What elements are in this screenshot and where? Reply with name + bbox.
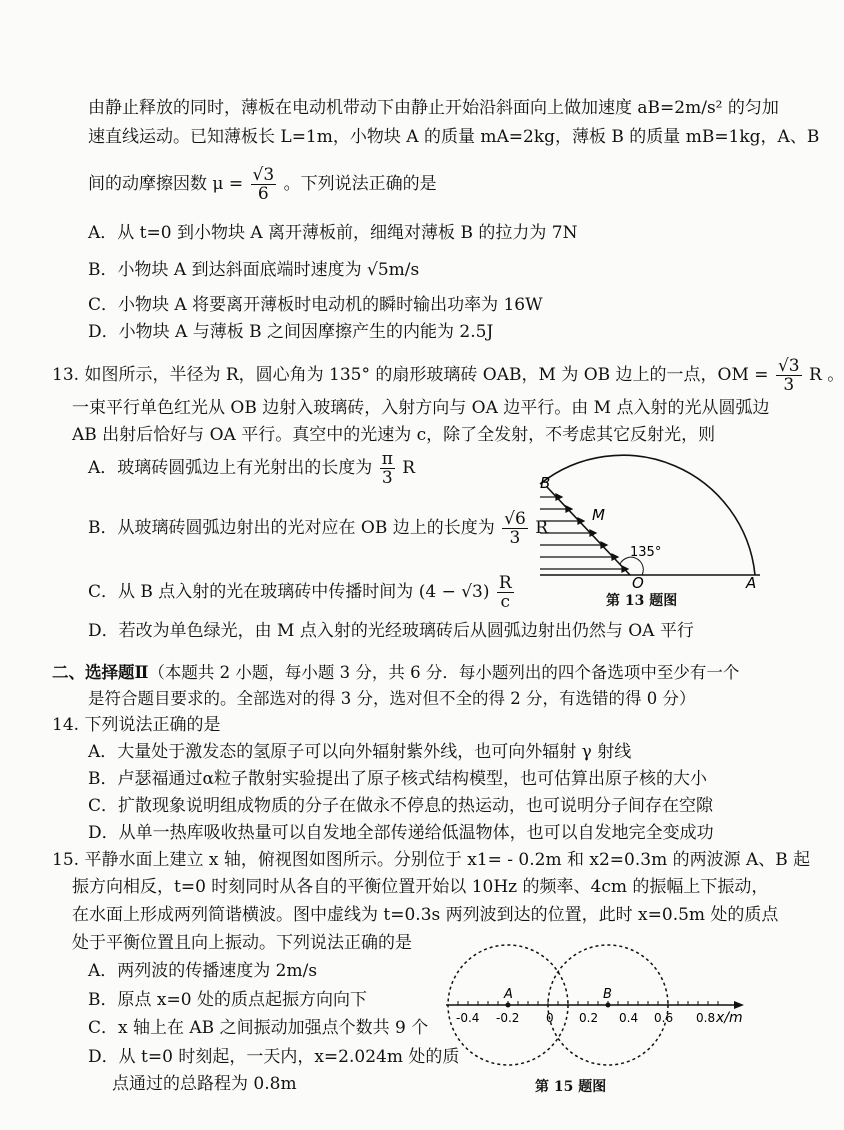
q13-om-fraction <box>776 357 802 394</box>
figure-13-caption: 第 13 题图 <box>606 593 678 609</box>
section-2-desc-1: （本题共 2 小题，每小题 3 分，共 6 分．每小题列出的四个备选项中至少有一个 <box>148 663 740 682</box>
tick-label-02: 0.2 <box>579 1011 599 1025</box>
q13-option-b-pre: B．从玻璃砖圆弧边射出的光对应在 OB 边上的长度为 <box>88 518 495 538</box>
q13-option-a <box>88 446 415 490</box>
q15-option-d-2: 点通过的总路程为 0.8m <box>112 1074 297 1094</box>
q14-option-c: C．扩散现象说明组成物质的分子在做永不停息的热运动，也可说明分子间存在空隙 <box>88 796 714 816</box>
q13-option-d: D．若改为单色绿光，由 M 点入射的光经玻璃砖后从圆弧边射出仍然与 OA 平行 <box>88 621 694 641</box>
q13-line-2: 一束平行单色红光从 OB 边射入玻璃砖，入射方向与 OA 边平行。由 M 点入射的光从圆弧边 <box>72 398 770 418</box>
q13-option-a-pre: A．玻璃砖圆弧边上有光射出的长度为 <box>88 458 373 478</box>
q13-option-b-den: 3 <box>509 528 521 548</box>
q12-line-1: 由静止释放的同时，薄板在电动机带动下由静止开始沿斜面向上做加速度 aB=2m/s² 的匀加 <box>88 98 779 118</box>
q12-mu-fraction <box>251 166 277 203</box>
label-m: M <box>592 506 605 524</box>
q13-om-num: √3 <box>777 356 800 376</box>
q13-option-a-post: R <box>402 458 416 478</box>
q15-line-3: 在水面上形成两列简谐横波。图中虚线为 t=0.3s 两列波到达的位置，此时 x=0.5m 处的质点 <box>72 905 779 925</box>
q13-option-b <box>88 506 548 550</box>
figure-15-caption: 第 15 题图 <box>535 1079 607 1095</box>
q13-option-c <box>88 570 516 614</box>
q12-option-a: A．从 t=0 到小物块 A 离开薄板前，细绳对薄板 B 的拉力为 7N <box>88 223 578 243</box>
tick-label-neg04: -0.4 <box>456 1011 480 1025</box>
section-2-line-1 <box>52 662 739 684</box>
label-angle: 135° <box>630 545 662 560</box>
label-a: A <box>746 574 757 592</box>
q13-option-b-fraction <box>502 510 528 547</box>
tick-label-06: 0.6 <box>654 1011 674 1025</box>
q12-line-3-pre: 间的动摩擦因数 μ = <box>88 174 244 194</box>
label-o: O <box>632 574 644 592</box>
edge-ob <box>547 487 630 575</box>
q12-mu-num: √3 <box>252 165 275 185</box>
q13-option-a-den: 3 <box>381 468 393 488</box>
q14-option-b: B．卢瑟福通过α粒子散射实验提出了原子核式结构模型，也可估算出原子核的大小 <box>88 769 707 789</box>
q13-line-1-pre: 13. 如图所示，半径为 R，圆心角为 135° 的扇形玻璃砖 OAB，M 为 OB 边上的一点，OM = <box>52 365 769 385</box>
q13-option-b-num: √6 <box>504 509 526 529</box>
figure-13-diagram <box>530 470 780 590</box>
q15-line-2: 振方向相反，t=0 时刻同时从各自的平衡位置开始以 10Hz 的频率、4cm 的振幅上下振动， <box>72 877 769 897</box>
figure-15-diagram <box>440 935 770 1075</box>
label-source-b: B <box>603 987 612 1002</box>
tick-label-neg02: -0.2 <box>496 1011 520 1025</box>
source-b-dot <box>606 1003 611 1008</box>
q15-option-d-1: D．从 t=0 时刻起，一天内，x=2.024m 处的质 <box>88 1047 460 1067</box>
q15-option-c: C．x 轴上在 AB 之间振动加强点个数共 9 个 <box>88 1018 429 1038</box>
tick-label-04: 0.4 <box>619 1011 639 1025</box>
label-source-a: A <box>504 987 513 1002</box>
axis-label: x/m <box>716 1010 743 1026</box>
q13-line-3: AB 出射后恰好与 OA 平行。真空中的光速为 c，除了全发射，不考虑其它反射光，则 <box>72 425 716 445</box>
q15-line-1: 15. 平静水面上建立 x 轴，俯视图如图所示。分别位于 x1= - 0.2m 和 x2=0.3m 的两波源 A、B 起 <box>52 850 811 870</box>
q15-option-a: A．两列波的传播速度为 2m/s <box>88 961 318 981</box>
q13-line-1-post: R 。 <box>809 365 844 385</box>
q12-option-c: C．小物块 A 将要离开薄板时电动机的瞬时输出功率为 16W <box>88 295 543 315</box>
q12-option-d: D．小物块 A 与薄板 B 之间因摩擦产生的内能为 2.5J <box>88 322 494 342</box>
section-2-line-2: 是符合题目要求的。全部选对的得 3 分，选对但不全的得 2 分，有选错的得 0 分） <box>88 689 696 708</box>
q14-option-a: A．大量处于激发态的氢原子可以向外辐射紫外线，也可向外辐射 γ 射线 <box>88 742 632 762</box>
x-axis-arrow <box>734 1001 744 1009</box>
q13-option-b-post: R <box>535 518 549 538</box>
q13-option-c-num: R <box>498 573 512 593</box>
q12-option-b: B．小物块 A 到达斜面底端时速度为 √5m/s <box>88 260 420 280</box>
q14-option-d: D．从单一热库吸收热量可以自发地全部传递给低温物体，也可以自发地完全变成功 <box>88 823 714 843</box>
source-a-dot <box>506 1003 511 1008</box>
label-b: B <box>540 474 551 492</box>
tick-label-08: 0.8 <box>696 1011 716 1025</box>
q13-option-a-fraction <box>380 450 395 487</box>
section-2-title: 二、选择题Ⅱ <box>52 663 149 682</box>
incident-rays <box>540 494 628 572</box>
q13-option-c-pre: C．从 B 点入射的光在玻璃砖中传播时间为 (4 − √3) <box>88 582 490 602</box>
q13-option-c-den: c <box>500 592 511 612</box>
q12-mu-den: 6 <box>257 184 269 204</box>
q12-line-2: 速直线运动。已知薄板长 L=1m，小物块 A 的质量 mA=2kg，薄板 B 的质量 mB=1kg，A、B <box>88 127 820 147</box>
q13-option-c-fraction <box>497 574 514 611</box>
q15-line-4: 处于平衡位置且向上振动。下列说法正确的是 <box>72 933 412 953</box>
q12-line-3 <box>88 164 437 204</box>
q13-option-a-num: π <box>381 449 393 469</box>
q13-om-den: 3 <box>783 375 795 395</box>
q15-option-b: B．原点 x=0 处的质点起振方向向下 <box>88 990 367 1010</box>
q13-line-1 <box>52 355 844 395</box>
tick-label-0: 0 <box>546 1011 554 1025</box>
q12-line-3-post: 。下列说法正确的是 <box>283 174 437 194</box>
q14-stem: 14. 下列说法正确的是 <box>52 715 221 735</box>
